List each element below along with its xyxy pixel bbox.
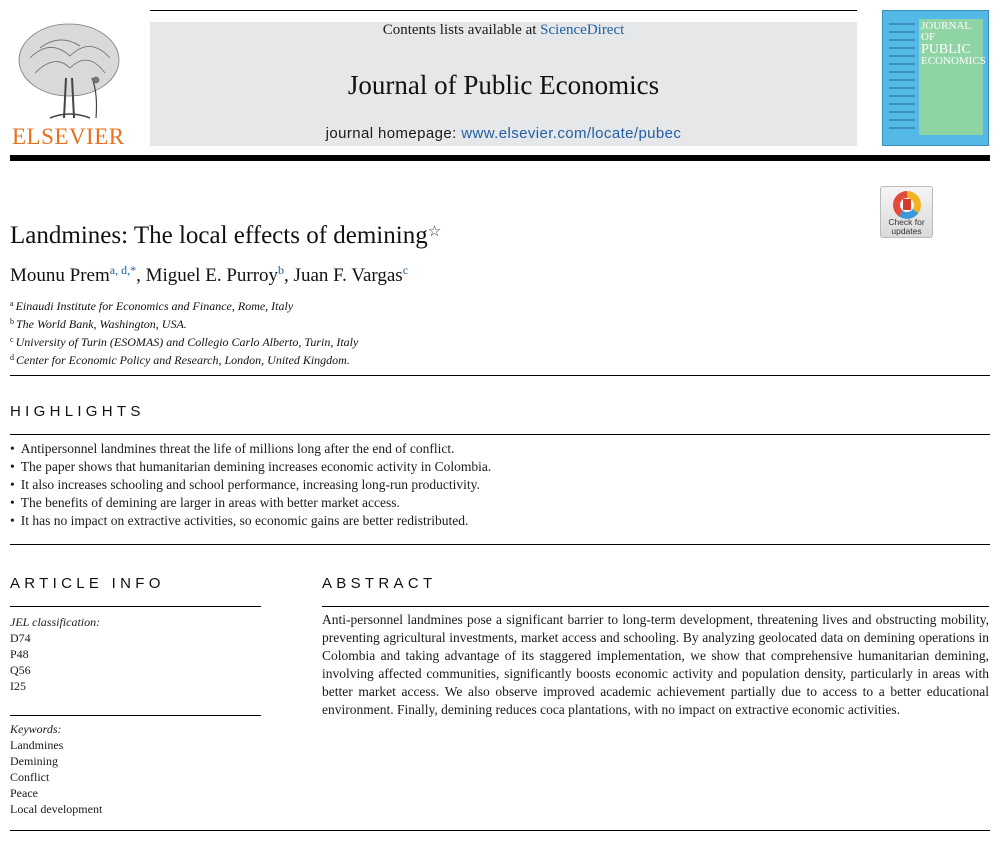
article-info-heading: ARTICLE INFO (10, 575, 165, 592)
highlight-item: • The benefits of demining are larger in areas with better market access. (10, 494, 491, 512)
affiliation-mark: a (10, 299, 14, 308)
author-affiliation-mark[interactable]: a, d,* (109, 263, 137, 277)
affiliation-mark: b (10, 317, 14, 326)
article-title (10, 222, 441, 250)
affiliation-item (10, 332, 358, 350)
cover-text-lines (889, 23, 915, 135)
header-top-rule (150, 10, 857, 11)
affiliations (10, 296, 358, 368)
journal-title[interactable]: Journal of Public Economics (347, 70, 660, 100)
jel-label: JEL classification: (10, 615, 101, 629)
author-separator: , (284, 265, 294, 286)
divider (10, 715, 261, 716)
article-title-text: Landmines: The local effects of demining (10, 222, 428, 249)
homepage-prefix: journal homepage: (325, 125, 462, 142)
jel-code: D74 (10, 631, 31, 645)
highlight-item: • It has no impact on extractive activities, so economic gains are better redistributed. (10, 512, 491, 530)
divider (10, 830, 990, 831)
author-separator: , (136, 265, 146, 286)
abstract-text: Anti-personnel landmines pose a significant barrier to long-term development, threatening lives and obstructing mobility, preventing agricultural investments, market access and schooling. By analyzing geolocated data on demining operations in Colombia and taking advantage of its staggered implementation, we show that comprehensive humanitarian demining, involving affected communities, significantly boosts economic activity and population density, particularly in areas with better market access. We also observe improved academic achievement partially due to access to a better educational environment. Finally, demining reduces coca plantations, with no impact on extractive economic activities. (322, 612, 989, 717)
keyword-list (10, 737, 102, 817)
divider (10, 434, 990, 435)
divider (10, 606, 261, 607)
jel-code: Q56 (10, 663, 31, 677)
author-affiliation-mark[interactable]: c (402, 263, 409, 277)
publisher-name[interactable]: ELSEVIER (12, 124, 125, 149)
affiliation-text: Einaudi Institute for Economics and Finance, Rome, Italy (15, 299, 294, 313)
keyword: Local development (10, 802, 103, 816)
divider (10, 544, 990, 545)
check-updates-line-2: updates (891, 226, 922, 236)
cover-title-line-1: JOURNAL OF (921, 20, 971, 43)
bookmark-icon (903, 199, 911, 210)
highlight-item: • Antipersonnel landmines threat the life of millions long after the end of conflict. (10, 440, 491, 458)
check-updates-label (881, 218, 932, 236)
affiliation-text: Center for Economic Policy and Research, London, United Kingdom. (16, 353, 350, 367)
contents-prefix: Contents lists available at (382, 22, 541, 38)
divider (10, 375, 990, 376)
cover-title-line-2: PUBLIC (921, 42, 971, 57)
check-updates-line-1: Check for (888, 217, 925, 227)
author-name[interactable]: Miguel E. Purroy (145, 265, 279, 286)
affiliation-text: University of Turin (ESOMAS) and Collegio Carlo Alberto, Turin, Italy (15, 335, 359, 349)
journal-homepage-line (150, 125, 857, 142)
divider (322, 606, 989, 607)
jel-code-list (10, 630, 31, 694)
highlight-item: • It also increases schooling and school performance, increasing long-run productivity. (10, 476, 491, 494)
abstract-heading: ABSTRACT (322, 575, 437, 592)
cover-title (921, 20, 986, 67)
cover-title-line-3: ECONOMICS (921, 55, 986, 67)
journal-cover-thumbnail[interactable] (882, 10, 989, 146)
keyword: Peace (10, 786, 38, 800)
affiliation-mark: d (10, 353, 14, 362)
contents-line (150, 22, 857, 39)
keyword: Conflict (10, 770, 50, 784)
affiliation-mark: c (10, 335, 14, 344)
affiliation-text: The World Bank, Washington, USA. (16, 317, 187, 331)
affiliation-item (10, 296, 358, 314)
jel-code: I25 (10, 679, 26, 693)
keyword: Demining (10, 754, 58, 768)
author-name[interactable]: Juan F. Vargas (293, 265, 403, 286)
header-thick-rule (10, 155, 990, 161)
affiliation-item (10, 350, 358, 368)
check-for-updates-button[interactable] (880, 186, 933, 238)
author-list (10, 263, 408, 287)
journal-header-box (150, 22, 857, 146)
highlights-list (10, 440, 491, 530)
highlights-heading: HIGHLIGHTS (10, 403, 145, 420)
affiliation-item (10, 314, 358, 332)
highlight-item: • The paper shows that humanitarian demining increases economic activity in Colombia. (10, 458, 491, 476)
title-footnote-star-icon[interactable]: ☆ (427, 224, 442, 240)
author-affiliation-mark[interactable]: b (278, 263, 285, 277)
jel-code: P48 (10, 647, 29, 661)
keyword: Landmines (10, 738, 64, 752)
keywords-label: Keywords: (10, 722, 62, 736)
homepage-link[interactable]: www.elsevier.com/locate/pubec (461, 125, 682, 142)
author-name[interactable]: Mounu Prem (10, 265, 110, 286)
sciencedirect-link[interactable]: ScienceDirect (540, 22, 625, 38)
